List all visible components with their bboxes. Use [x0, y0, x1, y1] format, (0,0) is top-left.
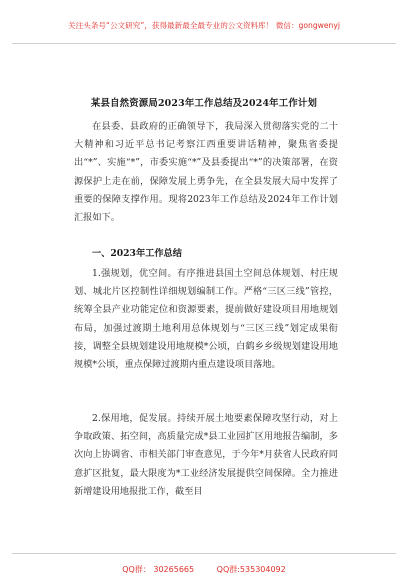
item2-paragraph	[74, 410, 338, 501]
section-heading-block	[74, 245, 338, 263]
item1-text: 1.强规划，优空间。有序推进县国土空间总体规划、村庄规划、城北片区控制性详细规划编制工作。严格“三区三线”管控，统筹全县产业功能定位和资源要素，提前做好建设项目用地规划布局，加强过渡期土地利用总体规划与“三区三线”划定成果衔接，调整全县规划建设用地规模*公顷，白鹤乡乡级规划建设用地规模*公顷，重点保障过渡期内重点建设项目落地。	[74, 268, 338, 371]
intro-text: 在县委、县政府的正确领导下，我局深入贯彻落实党的二十大精神和习近平总书记考察江西重要讲话精神，聚焦省委提出“*”、实施“*”，市委实施“*”及县委提出“*”的决策部署，在资源保护上走在前，保障发展上勇争先，在全县发展大局中发挥了重要的保障支撑作用。现将2023年工作总结及2024年工作计划汇报如下。	[74, 121, 338, 224]
footer-qq-group-2: QQ群:535304092	[216, 565, 286, 574]
section-heading: 一、2023年工作总结	[92, 248, 182, 259]
header-divider	[12, 43, 396, 44]
intro-paragraph	[74, 118, 338, 227]
item1-paragraph	[74, 265, 338, 374]
footer	[0, 564, 408, 575]
header-banner: 关注头条号“公文研究”，获得最新最全最专业的公文资料库！ 微信：gongwenyj	[68, 21, 340, 30]
page-title: 某县自然资源局2023年工作总结及2024年工作计划	[90, 98, 318, 109]
footer-qq-group-1: QQ群： 30265665	[122, 565, 195, 574]
item2-text: 2.保用地，促发展。持续开展土地要素保障攻坚行动，对上争取政策、拓空间，高质量完成*县工业园扩区用地报告编制，多次向上协调省、市相关部门审查意见，于今年*月获省人民政府同意扩区批复，最大限度为*工业经济发展提供空间保障。全力推进新增建设用地报批工作，截至目	[74, 413, 338, 497]
footer-divider	[12, 553, 396, 554]
